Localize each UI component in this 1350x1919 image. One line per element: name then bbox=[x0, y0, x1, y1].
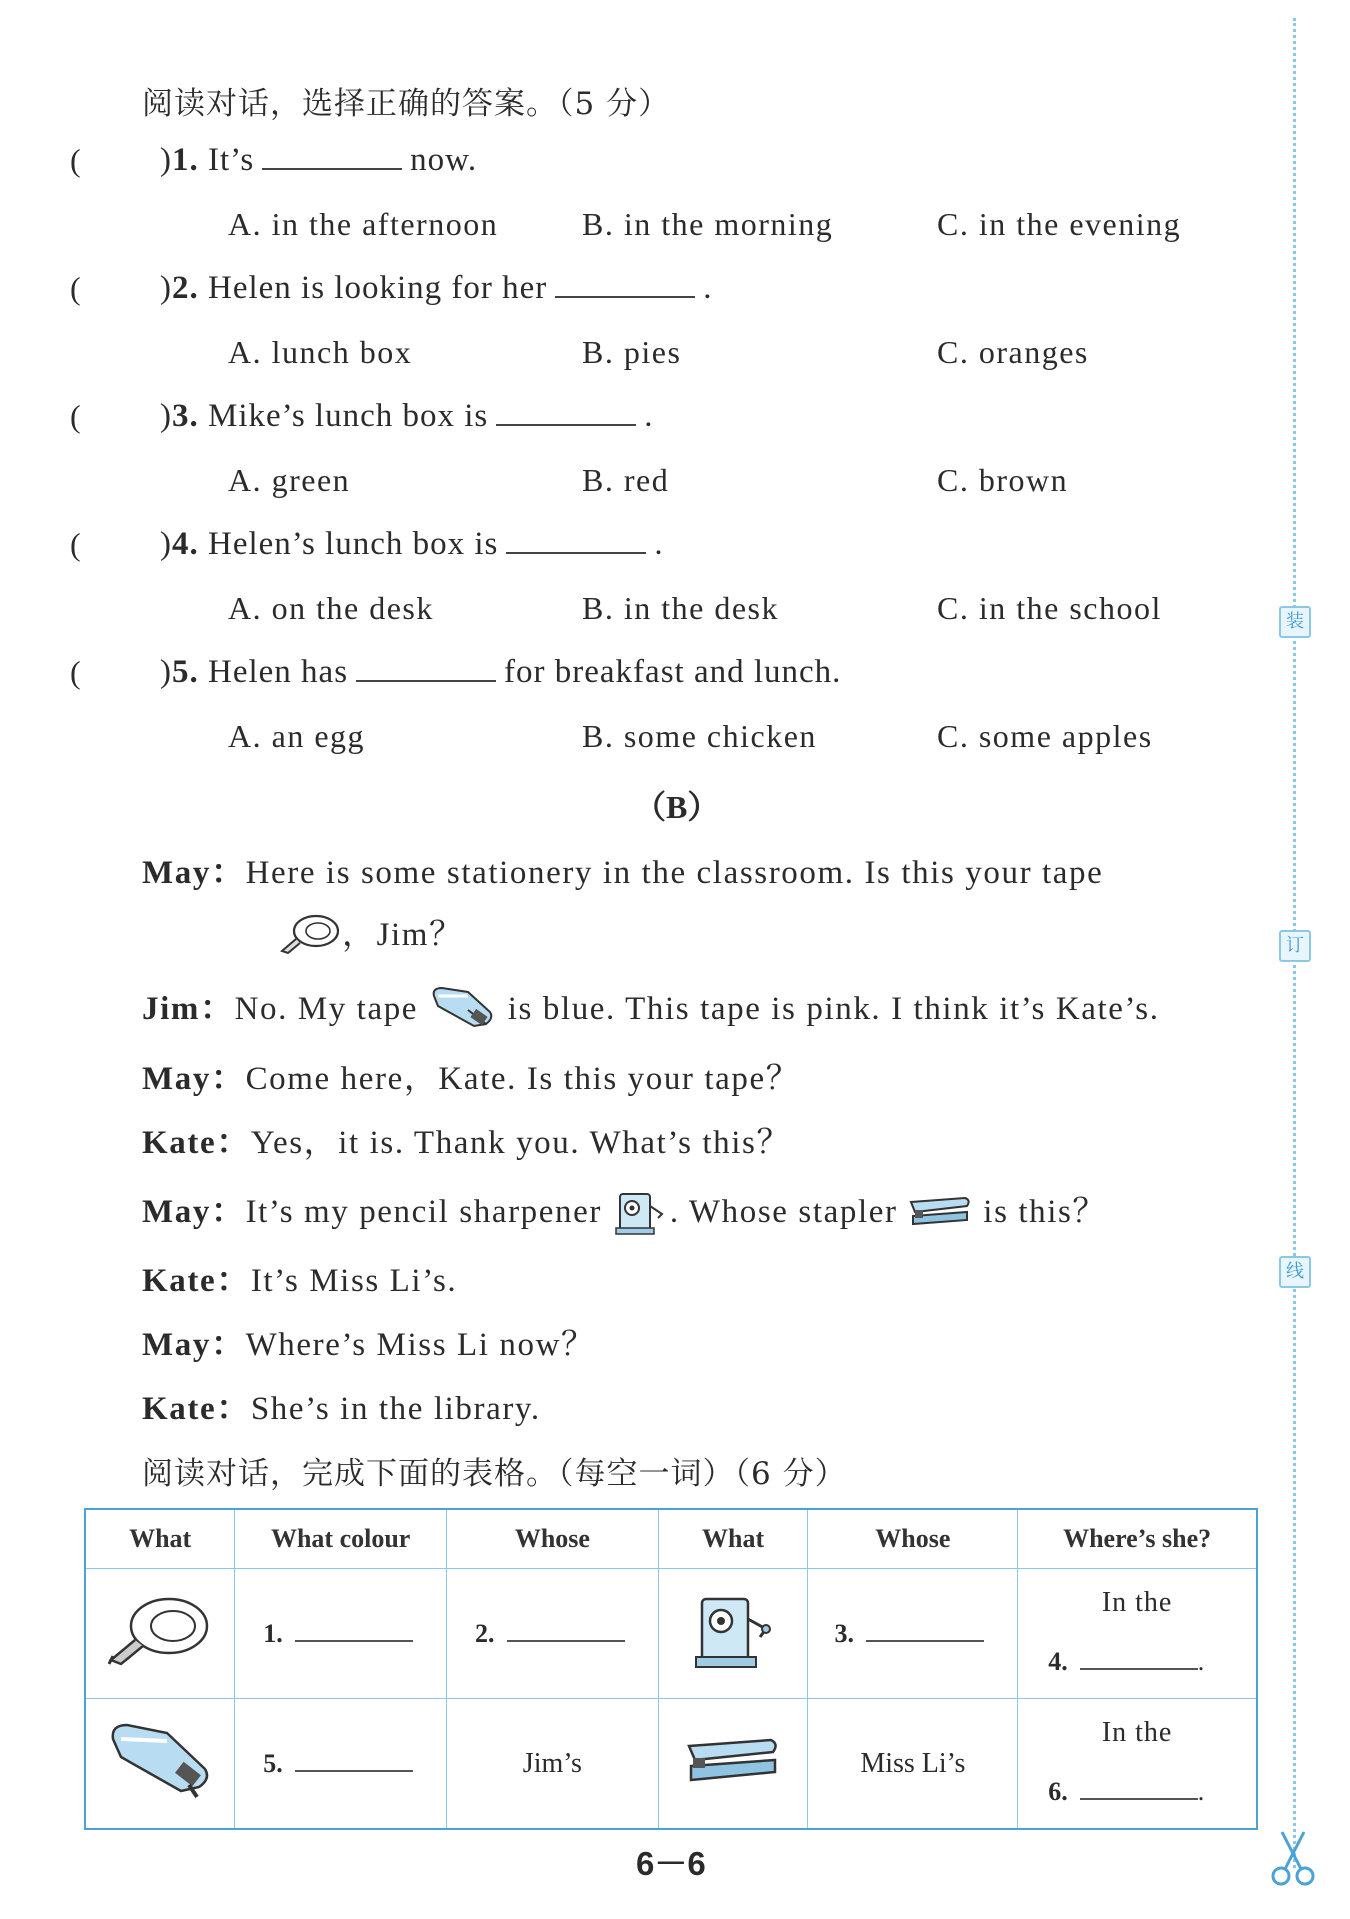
speaker-label: May： bbox=[142, 1061, 246, 1097]
table-row bbox=[85, 1699, 1257, 1830]
question-number: 5. bbox=[172, 654, 199, 690]
table-cell bbox=[235, 1569, 447, 1699]
table-header: Whose bbox=[447, 1509, 659, 1569]
table-cell: In the 6. . bbox=[1018, 1699, 1257, 1830]
option-3a: A. green bbox=[228, 462, 351, 498]
question-number: 3. bbox=[172, 398, 199, 434]
answer-blank[interactable] bbox=[262, 160, 402, 170]
page-number: 6－6 bbox=[636, 1845, 706, 1882]
tape-pink-icon bbox=[278, 911, 342, 964]
question-number: 4. bbox=[172, 526, 199, 562]
question-1: )1. It’s now. bbox=[160, 142, 478, 178]
question-2: )2. Helen is looking for her . bbox=[160, 270, 713, 306]
table-header: Whose bbox=[808, 1509, 1018, 1569]
option-5b: B. some chicken bbox=[582, 718, 817, 754]
speaker-label: May： bbox=[142, 1194, 246, 1231]
blank-number: 4. bbox=[1048, 1647, 1068, 1676]
table-header: What bbox=[658, 1509, 808, 1569]
dialogue-line-2: Jim：No. My tape is blue. This tape is pink. I think it’s Kate’s. bbox=[142, 982, 1160, 1041]
scissors-icon bbox=[1270, 1828, 1316, 1893]
table-header: Where’s she? bbox=[1018, 1509, 1257, 1569]
option-2a: A. lunch box bbox=[228, 334, 413, 370]
table-cell bbox=[658, 1569, 808, 1699]
tape-pink-icon bbox=[105, 1646, 215, 1677]
speaker-label: Jim： bbox=[142, 991, 235, 1028]
part-a-instruction: 阅读对话，选择正确的答案。（5 分） bbox=[142, 86, 671, 122]
table-header-row bbox=[85, 1509, 1257, 1569]
stapler-icon bbox=[907, 1190, 973, 1239]
question-5: )5. Helen has for breakfast and lunch. bbox=[160, 654, 842, 690]
table-blank[interactable] bbox=[507, 1636, 625, 1642]
question-number: 1. bbox=[172, 142, 199, 178]
table-row bbox=[85, 1569, 1257, 1699]
table-header: What bbox=[85, 1509, 235, 1569]
table-blank[interactable] bbox=[1080, 1794, 1198, 1800]
answer-paren-open-1: ( bbox=[70, 142, 81, 178]
table-cell: In the 4. . bbox=[1018, 1569, 1257, 1699]
blank-number: 6. bbox=[1048, 1777, 1068, 1806]
answer-table bbox=[84, 1508, 1258, 1830]
table-cell bbox=[85, 1569, 235, 1699]
stapler-icon bbox=[683, 1766, 783, 1797]
dialogue-line-3: May：Come here，Kate. Is this your tape？ bbox=[142, 1061, 801, 1097]
tape-blue-icon bbox=[105, 1781, 215, 1812]
answer-paren-open-3: ( bbox=[70, 398, 81, 434]
pencil-sharpener-icon bbox=[688, 1651, 778, 1682]
option-2c: C. oranges bbox=[937, 334, 1089, 370]
blank-number: 3. bbox=[834, 1618, 854, 1648]
speaker-label: May： bbox=[142, 1327, 246, 1363]
question-3: )3. Mike’s lunch box is . bbox=[160, 398, 654, 434]
option-3b: B. red bbox=[582, 462, 670, 498]
tape-blue-icon bbox=[428, 982, 498, 1041]
option-2b: B. pies bbox=[582, 334, 682, 370]
dialogue-line-8: Kate：She’s in the library. bbox=[142, 1391, 541, 1427]
in-the-label: In the bbox=[1101, 1587, 1173, 1618]
blank-number: 2. bbox=[475, 1618, 495, 1648]
option-1c: C. in the evening bbox=[937, 206, 1182, 242]
table-blank[interactable] bbox=[1080, 1664, 1198, 1670]
table-blank[interactable] bbox=[866, 1636, 984, 1642]
option-4c: C. in the school bbox=[937, 590, 1162, 626]
answer-paren-open-5: ( bbox=[70, 654, 81, 690]
dialogue-line-4: Kate：Yes，it is. Thank you. What’s this？ bbox=[142, 1125, 792, 1161]
answer-paren-open-4: ( bbox=[70, 526, 81, 562]
dialogue-line-6: Kate：It’s Miss Li’s. bbox=[142, 1263, 458, 1299]
answer-blank[interactable] bbox=[555, 288, 695, 298]
question-number: 2. bbox=[172, 270, 199, 306]
pencil-sharpener-icon bbox=[612, 1184, 670, 1245]
speaker-label: Kate： bbox=[142, 1391, 251, 1427]
table-cell bbox=[235, 1699, 447, 1830]
answer-blank[interactable] bbox=[496, 416, 636, 426]
table-cell bbox=[658, 1699, 808, 1830]
table-blank[interactable] bbox=[295, 1766, 413, 1772]
speaker-label: Kate： bbox=[142, 1263, 251, 1299]
part-b-heading: （B） bbox=[634, 789, 720, 825]
side-tag: 装 bbox=[1279, 606, 1311, 638]
side-tag: 订 bbox=[1279, 930, 1311, 962]
question-4: )4. Helen’s lunch box is . bbox=[160, 526, 664, 562]
option-1b: B. in the morning bbox=[582, 206, 834, 242]
speaker-label: Kate： bbox=[142, 1125, 251, 1161]
blank-number: 5. bbox=[263, 1748, 283, 1778]
option-4a: A. on the desk bbox=[228, 590, 434, 626]
option-3c: C. brown bbox=[937, 462, 1069, 498]
table-cell bbox=[85, 1699, 235, 1830]
dialogue-line-1: May：Here is some stationery in the classroom. Is this your tape bbox=[142, 855, 1104, 891]
table-cell: Jim’s bbox=[447, 1699, 659, 1830]
dialogue-line-1-cont: ，Jim？ bbox=[278, 908, 464, 964]
answer-paren-open-2: ( bbox=[70, 270, 81, 306]
speaker-label: May： bbox=[142, 855, 246, 891]
option-1a: A. in the afternoon bbox=[228, 206, 499, 242]
table-cell bbox=[447, 1569, 659, 1699]
option-4b: B. in the desk bbox=[582, 590, 779, 626]
dialogue-line-7: May：Where’s Miss Li now？ bbox=[142, 1327, 596, 1363]
answer-blank[interactable] bbox=[506, 544, 646, 554]
answer-blank[interactable] bbox=[356, 672, 496, 682]
table-blank[interactable] bbox=[295, 1636, 413, 1642]
side-tag: 线 bbox=[1279, 1256, 1311, 1288]
dialogue-line-5: May：It’s my pencil sharpener . Whose stapler is this？ bbox=[142, 1184, 1107, 1245]
part-b-instruction: 阅读对话，完成下面的表格。（每空一词）（6 分） bbox=[142, 1456, 847, 1492]
option-5c: C. some apples bbox=[937, 718, 1153, 754]
option-5a: A. an egg bbox=[228, 718, 366, 754]
in-the-label: In the bbox=[1101, 1717, 1173, 1748]
blank-number: 1. bbox=[263, 1618, 283, 1648]
table-cell: Miss Li’s bbox=[808, 1699, 1018, 1830]
table-cell bbox=[808, 1569, 1018, 1699]
table-header: What colour bbox=[235, 1509, 447, 1569]
